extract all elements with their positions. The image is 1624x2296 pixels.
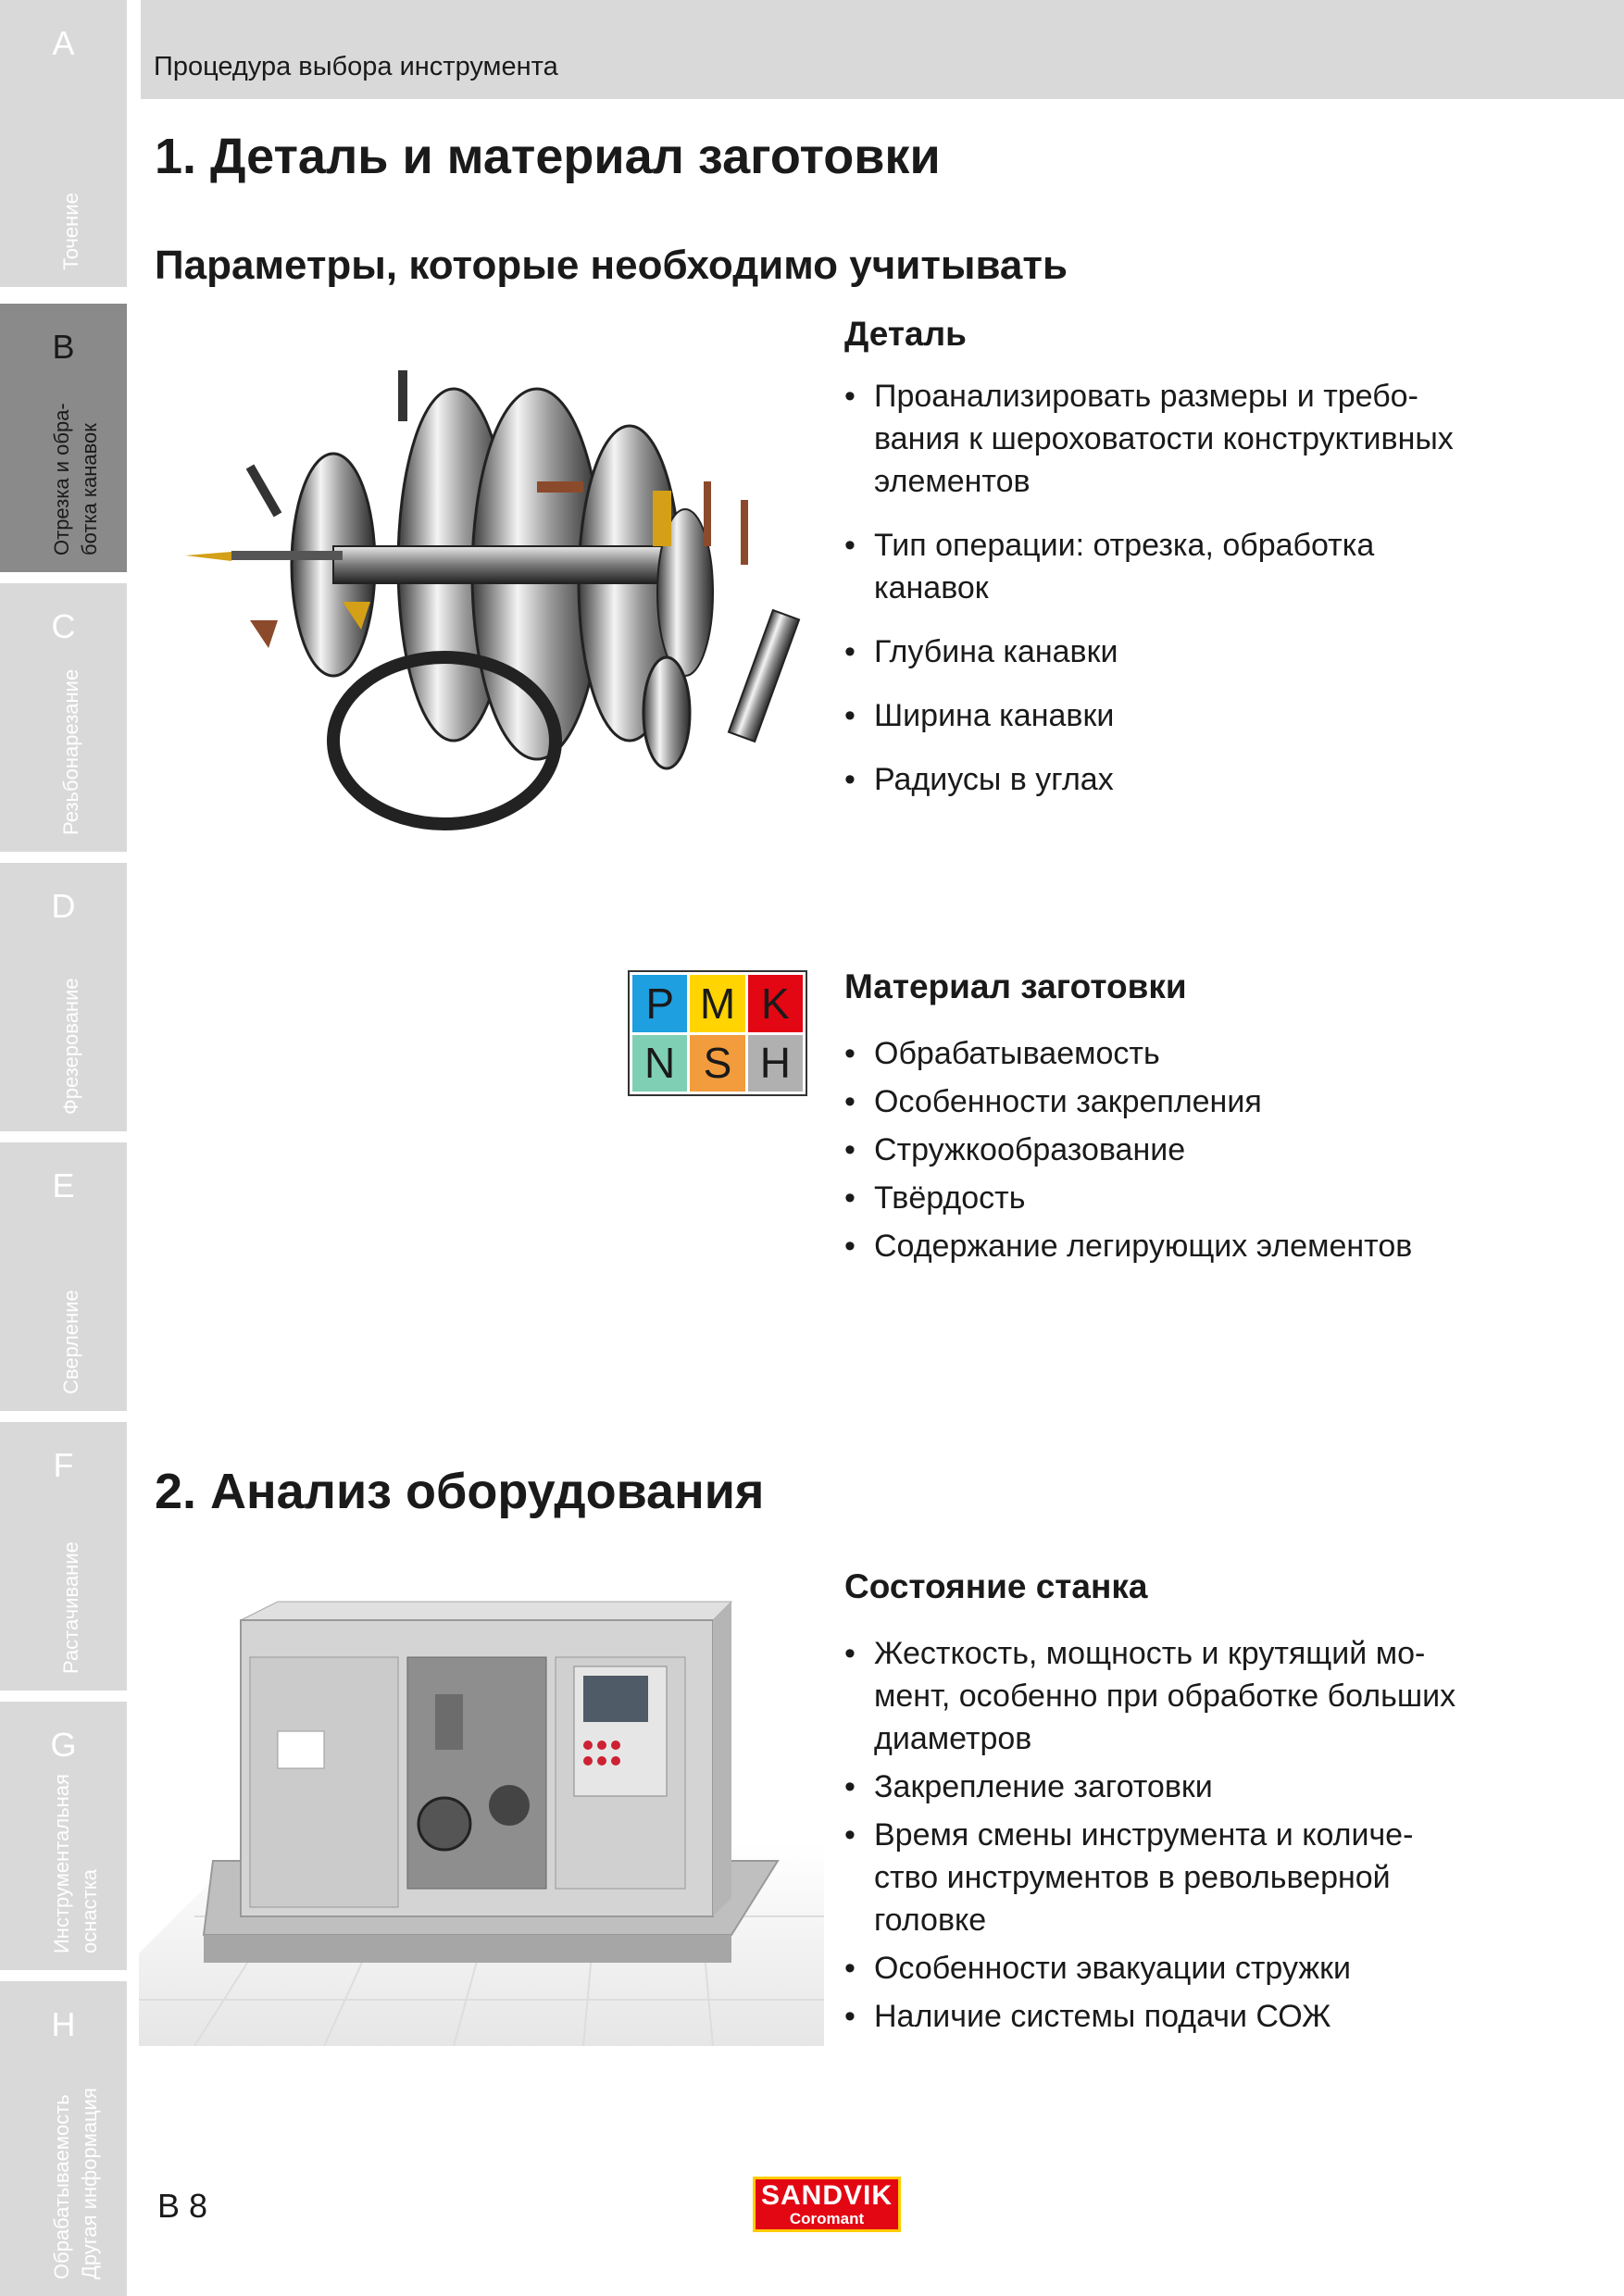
tab-label: [57, 193, 85, 270]
tab-label: [57, 978, 85, 1115]
tab-label: [48, 403, 104, 555]
list-item: [844, 1632, 1567, 1760]
tab-label-line: Другая информация: [78, 2088, 101, 2279]
list-item: [844, 1078, 1567, 1126]
tab-label-line: Сверление: [59, 1290, 82, 1394]
list-item-line: элементов: [874, 464, 1031, 499]
tab-letter: E: [52, 1167, 75, 1204]
list-item-line: ство инструментов в револьверной: [874, 1860, 1391, 1895]
tab-d[interactable]: [0, 863, 127, 1131]
tab-c[interactable]: [0, 583, 127, 852]
list-item-line: • Проанализировать размеры и требо-: [874, 379, 1418, 414]
tab-letter: G: [50, 1726, 77, 1764]
tab-label-line: Инструментальная: [50, 1774, 73, 1953]
cnc-lathe-illustration: [139, 1565, 824, 2046]
tab-label-line: оснастка: [78, 1868, 101, 1953]
tab-letter: F: [53, 1446, 74, 1484]
list-item: [844, 1222, 1567, 1270]
list-item-line: • Особенности закрепления: [874, 1084, 1262, 1119]
list-item: [844, 1766, 1567, 1808]
material-heading: Материал заготовки: [844, 967, 1187, 1005]
material-group-p: P: [632, 975, 687, 1032]
tab-h[interactable]: [0, 1981, 127, 2296]
material-group-n: N: [632, 1035, 687, 1092]
tab-a[interactable]: [0, 0, 127, 287]
part-parameters-list: [844, 375, 1567, 822]
list-item-line: • Радиусы в углах: [874, 762, 1114, 797]
list-item-line: • Тип операции: отрезка, обработка: [874, 528, 1375, 563]
section2-title: 2. Анализ оборудования: [155, 1464, 765, 1519]
logo-subbrand: Coromant: [789, 2210, 865, 2227]
tab-label: [48, 2088, 104, 2279]
list-item-line: головке: [874, 1903, 987, 1938]
tab-letter: H: [51, 2005, 76, 2043]
page-number: B 8: [157, 2187, 208, 2225]
list-item: [844, 1029, 1567, 1078]
section1-subtitle: Параметры, которые необходимо учитывать: [155, 243, 1068, 288]
page-header: [141, 0, 1624, 99]
list-item-line: мент, особенно при обработке больших: [874, 1678, 1456, 1714]
tab-label-line: Растачивание: [59, 1541, 82, 1674]
tab-e[interactable]: [0, 1142, 127, 1411]
material-group-k: K: [748, 975, 803, 1032]
list-item: [844, 1126, 1567, 1174]
list-item-line: • Обрабатываемость: [874, 1036, 1160, 1071]
tab-label: [57, 1541, 85, 1674]
list-item-line: диаметров: [874, 1721, 1032, 1756]
list-item-line: • Содержание легирующих элементов: [874, 1229, 1413, 1264]
material-group-s: S: [690, 1035, 744, 1092]
list-item-line: • Наличие системы подачи СОЖ: [874, 1999, 1331, 2034]
material-group-h: H: [748, 1035, 803, 1092]
tab-label: [48, 1774, 104, 1953]
list-item-line: • Особенности эвакуации стружки: [874, 1951, 1351, 1986]
list-item: [844, 694, 1567, 737]
list-item: [844, 630, 1567, 673]
list-item: [844, 758, 1567, 801]
tab-label-line: Фрезерование: [59, 978, 82, 1115]
section1-title: 1. Деталь и материал заготовки: [155, 129, 941, 184]
list-item-line: • Закрепление заготовки: [874, 1769, 1213, 1804]
list-item: [844, 375, 1567, 503]
list-item-line: • Время смены инструмента и количе-: [874, 1817, 1414, 1853]
tab-letter: D: [51, 887, 76, 925]
material-parameters-list: [844, 1029, 1567, 1270]
tab-label-line: Отрезка и обра-: [50, 403, 73, 555]
tab-letter: C: [51, 607, 76, 645]
list-item: [844, 1947, 1567, 1990]
tab-g[interactable]: [0, 1702, 127, 1970]
tab-b[interactable]: [0, 304, 127, 572]
tab-letter: A: [52, 24, 75, 62]
material-group-m: M: [690, 975, 744, 1032]
list-item-line: • Глубина канавки: [874, 634, 1118, 669]
section-tabs: [0, 0, 127, 2296]
iso-material-groups-grid: [628, 970, 807, 1096]
list-item-line: канавок: [874, 570, 989, 605]
list-item: [844, 1174, 1567, 1222]
header-title: Процедура выбора инструмента: [154, 52, 558, 81]
sandvik-coromant-logo: [753, 2177, 901, 2232]
list-item: [844, 1995, 1567, 2038]
tab-label-line: Обрабатываемость: [50, 2094, 73, 2279]
part-heading: Деталь: [844, 315, 967, 353]
grooving-tools-illustration: [148, 343, 833, 861]
tab-label-line: Точение: [59, 193, 82, 270]
list-item: [844, 1814, 1567, 1941]
tab-label-line: ботка канавок: [78, 423, 101, 555]
list-item-line: • Ширина канавки: [874, 698, 1115, 733]
list-item-line: вания к шероховатости конструктивных: [874, 421, 1454, 456]
machine-parameters-list: [844, 1632, 1567, 2043]
list-item-line: • Стружкообразование: [874, 1132, 1186, 1167]
list-item: [844, 524, 1567, 609]
tab-label: [57, 669, 85, 835]
machine-heading: Состояние станка: [844, 1567, 1148, 1605]
list-item-line: • Твёрдость: [874, 1180, 1026, 1216]
tab-f[interactable]: [0, 1422, 127, 1691]
list-item-line: • Жесткость, мощность и крутящий мо-: [874, 1636, 1426, 1671]
tab-letter: B: [52, 328, 75, 366]
logo-brand: SANDVIK: [760, 2180, 893, 2211]
tab-label-line: Резьбонарезание: [59, 668, 82, 835]
tab-label: [57, 1290, 85, 1394]
